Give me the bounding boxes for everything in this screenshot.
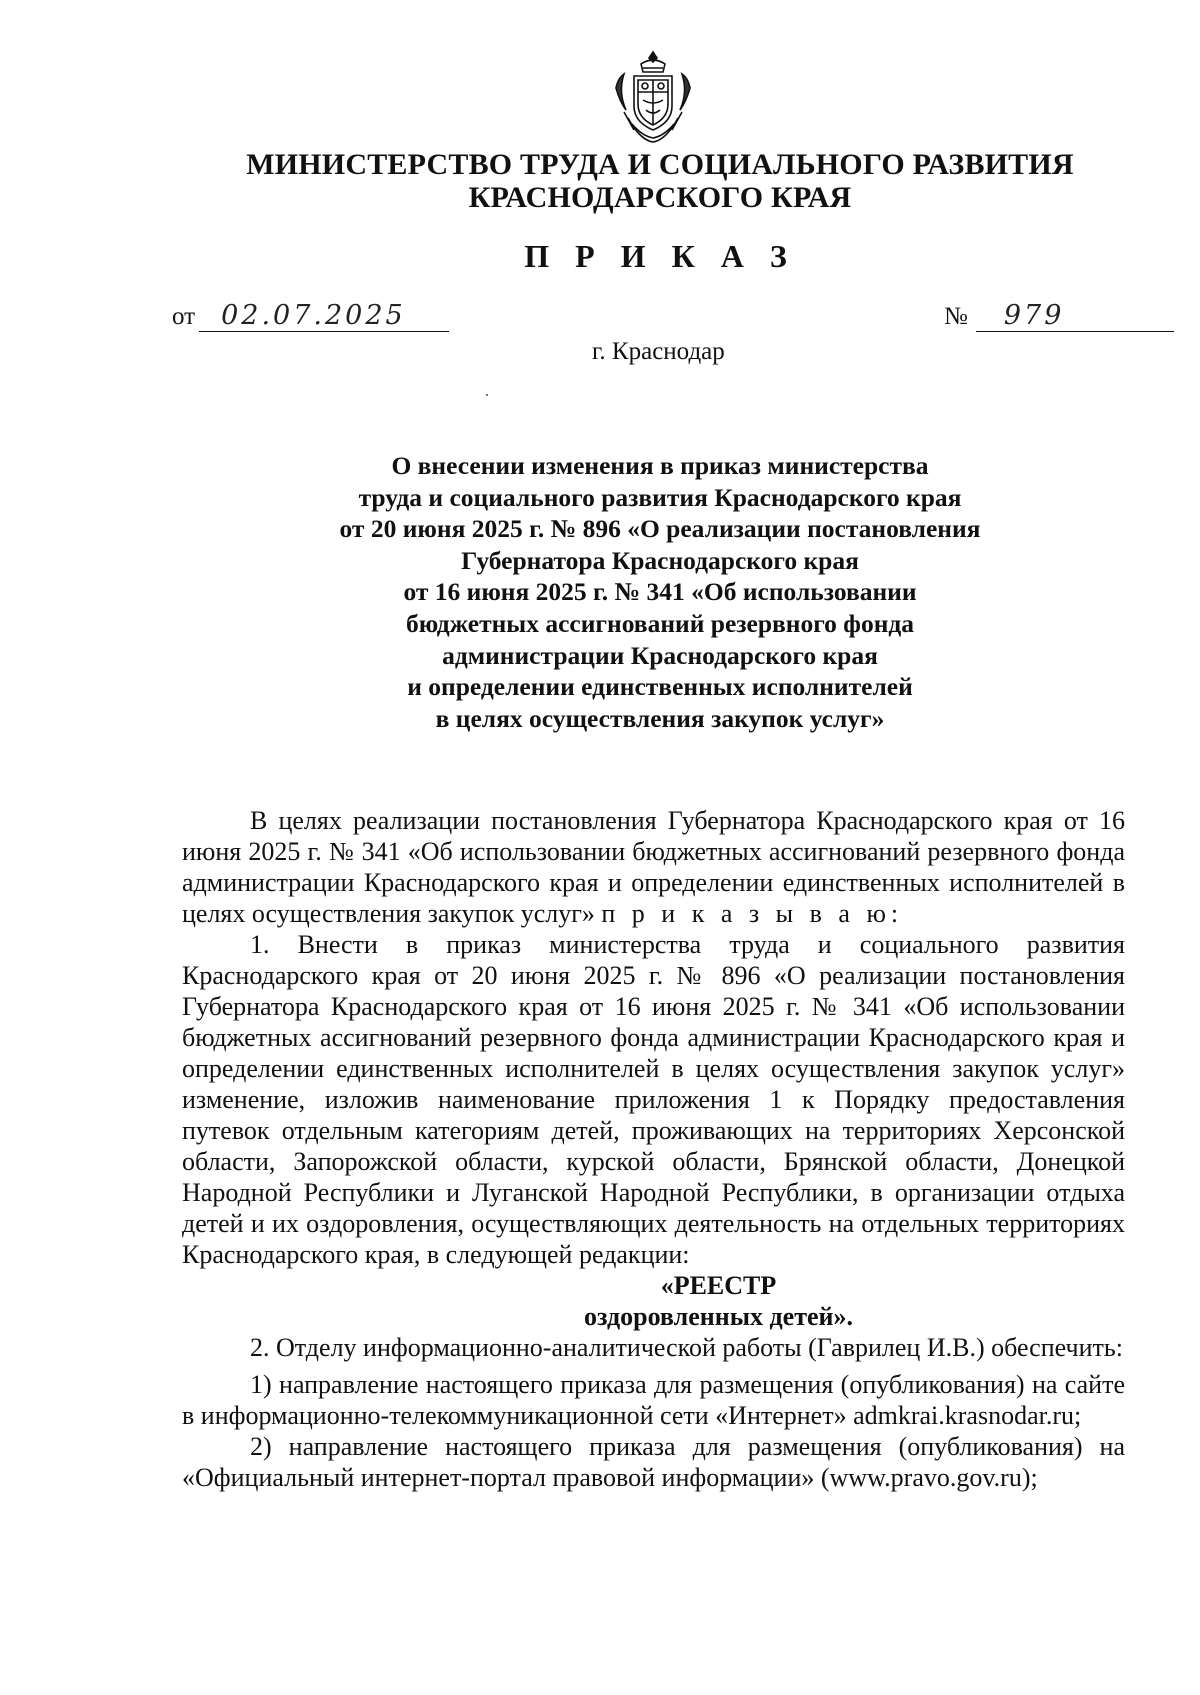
title-line: бюджетных ассигнований резервного фонда — [405, 608, 915, 638]
preamble-command: п р и к а з ы в а ю: — [601, 899, 904, 928]
number-field — [976, 300, 1174, 332]
order-date — [172, 300, 449, 332]
preamble-paragraph — [182, 805, 1125, 929]
order-body — [182, 805, 1125, 1493]
item-1-paragraph: 1. Внести в приказ министерства труда и социального развития Краснодарского края от 20 июня 2025 г. № 896 «О реализации постановления Губернатора Краснодарского края от 16 июня 2025 г. № 341 «Об использовании бюджетных ассигнований резервного фонда администрации Краснодарского края и определении единственных исполнителей в целях осуществления закупок услуг» изменение, изложив наименование приложения 1 к Порядку предоставления путевок отдельным категориям детей, проживающих на территориях Херсонской области, Запорожской области, курской области, Брянской области, Донецкой Народной Республики и Луганской Народной Республики, в организации отдыха детей и их оздоровления, осуществляющих деятельность на отдельных территориях Краснодарского края, в следующей редакции: — [182, 930, 1125, 1269]
coat-of-arms-icon — [610, 48, 696, 148]
date-label: от — [172, 303, 196, 330]
item-2-paragraph: 2. Отделу информационно-аналитической работы (Гаврилец И.В.) обеспечить: — [250, 1333, 1123, 1362]
title-line: и определении единственных исполнителей — [407, 672, 913, 702]
ministry-line-2: КРАСНОДАРСКОГО КРАЯ — [468, 181, 852, 214]
item-2-subitem-2: 2) направление настоящего приказа для размещения (опубликования) на «Официальный интернет-портал правовой информации» (www.pravo.gov.ru); — [182, 1432, 1125, 1492]
scan-speck — [486, 394, 488, 396]
order-number — [944, 300, 1174, 332]
ministry-name — [0, 148, 1200, 214]
handwritten-number: 979 — [1003, 300, 1065, 331]
title-line: О внесении изменения в приказ министерства — [391, 451, 929, 480]
item-2-subitem-1: 1) направление настоящего приказа для размещения (опубликования) на сайте в информационно-телекоммуникационной сети «Интернет» admkrai.krasnodar.ru; — [182, 1370, 1125, 1430]
title-line: администрации Краснодарского края — [442, 640, 878, 670]
ministry-line-1: МИНИСТЕРСТВО ТРУДА И СОЦИАЛЬНОГО РАЗВИТИЯ — [246, 148, 1074, 181]
number-label: № — [944, 303, 968, 330]
title-line: от 20 июня 2025 г. № 896 «О реализации постановления — [339, 514, 981, 544]
title-line: Губернатора Краснодарского края — [461, 545, 859, 575]
registry-title-line-2: оздоровленных детей». — [583, 1302, 853, 1331]
date-field — [199, 300, 449, 332]
title-line: от 16 июня 2025 г. № 341 «Об использовании — [403, 577, 917, 607]
title-line: труда и социального развития Краснодарского края — [358, 482, 962, 512]
order-title — [0, 450, 1200, 734]
registry-title-line-1: «РЕЕСТР — [660, 1271, 777, 1300]
handwritten-date: 02.07.2025 — [221, 300, 406, 331]
document-type: П Р И К А З — [524, 238, 796, 274]
preamble-text: В целях реализации постановления Губернатора Краснодарского края от 16 июня 2025 г. № 341 «Об использовании бюджетных ассигнований резервного фонда администрации Краснодарского края и определении единственных исполнителей в целях осуществления закупок услуг» — [182, 806, 1125, 928]
title-line: в целях осуществления закупок услуг» — [435, 703, 885, 733]
city-name: г. Краснодар — [592, 338, 725, 365]
